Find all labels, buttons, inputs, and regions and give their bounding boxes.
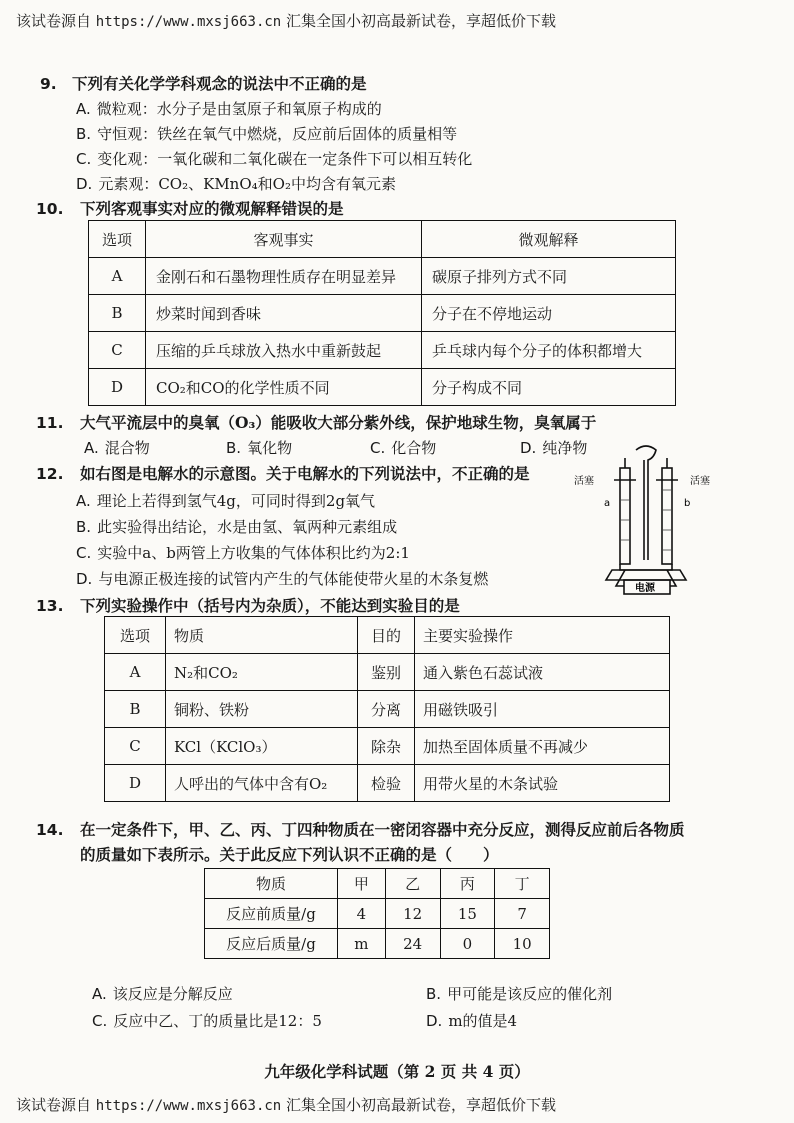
table-row: C 压缩的乒乓球放入热水中重新鼓起 乒乓球内每个分子的体积都增大 (89, 332, 676, 369)
question-number: 9. (40, 75, 57, 93)
question-12-stem (36, 462, 530, 484)
banner-text-left: 该试卷源自 (16, 1096, 92, 1114)
question-13-stem (36, 594, 460, 616)
question-9-stem (40, 72, 367, 94)
table-row: D CO₂和CO的化学性质不同 分子构成不同 (89, 369, 676, 406)
banner-url[interactable]: https://www.mxsj663.cn (95, 14, 282, 30)
power-label: 电源 (635, 583, 655, 594)
option-b: B. 守恒观：铁丝在氧气中燃烧，反应前后固体的质量相等 (76, 125, 458, 143)
option-c: C. 反应中乙、丁的质量比是12：5 (92, 1012, 322, 1030)
option-d: D. 与电源正极连接的试管内产生的气体能使带火星的木条复燃 (76, 570, 489, 588)
option-b: B. 氧化物 (226, 439, 293, 457)
source-banner-top (16, 10, 556, 31)
valve-right-label: 活塞 (690, 476, 710, 487)
option-a: A. 微粒观：水分子是由氢原子和氧原子构成的 (76, 100, 382, 118)
source-banner-bottom (16, 1094, 556, 1115)
question-number: 11. (36, 414, 64, 432)
question-number: 10. (36, 200, 64, 218)
option-a: A. 混合物 (84, 439, 150, 457)
table-header-row: 选项 客观事实 微观解释 (89, 221, 676, 258)
option-b: B. 甲可能是该反应的催化剂 (426, 985, 613, 1003)
question-text: 大气平流层中的臭氧（O₃）能吸收大部分紫外线，保护地球生物，臭氧属于 (80, 413, 597, 432)
question-number: 14. (36, 821, 64, 839)
question-text-line1: 在一定条件下，甲、乙、丙、丁四种物质在一密闭容器中充分反应，测得反应前后各物质 (80, 820, 685, 839)
table-row: C KCl（KClO₃） 除杂 加热至固体质量不再减少 (105, 728, 670, 765)
option-a: A. 理论上若得到氢气4g，可同时得到2g氧气 (76, 492, 376, 510)
banner-url[interactable]: https://www.mxsj663.cn (95, 1098, 282, 1114)
table-row: A N₂和CO₂ 鉴别 通入紫色石蕊试液 (105, 654, 670, 691)
question-10-stem (36, 197, 344, 219)
table-row: B 铜粉、铁粉 分离 用磁铁吸引 (105, 691, 670, 728)
q13-table (104, 616, 670, 802)
q14-table (204, 868, 550, 959)
table-row: A 金刚石和石墨物理性质存在明显差异 碳原子排列方式不同 (89, 258, 676, 295)
question-text: 如右图是电解水的示意图。关于电解水的下列说法中，不正确的是 (80, 464, 530, 483)
option-b: B. 此实验得出结论，水是由氢、氧两种元素组成 (76, 518, 398, 536)
question-text: 下列客观事实对应的微观解释错误的是 (80, 199, 344, 218)
option-d: D. 元素观：CO₂、KMnO₄和O₂中均含有氧元素 (76, 175, 396, 193)
question-14-stem-line2 (80, 843, 499, 865)
banner-text-right: 汇集全国小初高最新试卷，享超低价下载 (286, 1096, 557, 1114)
table-header-row: 物质 甲 乙 丙 丁 (205, 869, 550, 899)
question-number: 12. (36, 465, 64, 483)
question-14-stem (36, 818, 685, 840)
page-footer: 九年级化学科试题（第 2 页 共 4 页） (264, 1062, 530, 1081)
tube-a-label: a (604, 498, 611, 509)
electrolysis-apparatus-figure (572, 440, 722, 600)
option-d: D. m的值是4 (426, 1012, 518, 1030)
option-c: C. 变化观：一氧化碳和二氧化碳在一定条件下可以相互转化 (76, 150, 473, 168)
table-row: D 人呼出的气体中含有O₂ 检验 用带火星的木条试验 (105, 765, 670, 802)
banner-text-right: 汇集全国小初高最新试卷，享超低价下载 (286, 12, 557, 30)
table-row: 反应前质量/g 4 12 15 7 (205, 899, 550, 929)
table-header-row: 选项 物质 目的 主要实验操作 (105, 617, 670, 654)
option-c: C. 化合物 (370, 439, 437, 457)
option-a: A. 该反应是分解反应 (92, 985, 233, 1003)
question-text-line2: 的质量如下表所示。关于此反应下列认识不正确的是（ ） (80, 845, 499, 864)
option-c: C. 实验中a、b两管上方收集的气体体积比约为2:1 (76, 544, 410, 562)
question-text: 下列有关化学学科观念的说法中不正确的是 (72, 74, 367, 93)
question-number: 13. (36, 597, 64, 615)
q10-table (88, 220, 676, 406)
option-d: D. 纯净物 (520, 439, 588, 457)
table-row: 反应后质量/g m 24 0 10 (205, 929, 550, 959)
question-11-stem (36, 411, 596, 433)
tube-b-label: b (684, 498, 691, 509)
table-row: B 炒菜时闻到香味 分子在不停地运动 (89, 295, 676, 332)
valve-left-label: 活塞 (574, 476, 594, 487)
question-text: 下列实验操作中（括号内为杂质），不能达到实验目的是 (80, 596, 460, 615)
banner-text-left: 该试卷源自 (16, 12, 92, 30)
